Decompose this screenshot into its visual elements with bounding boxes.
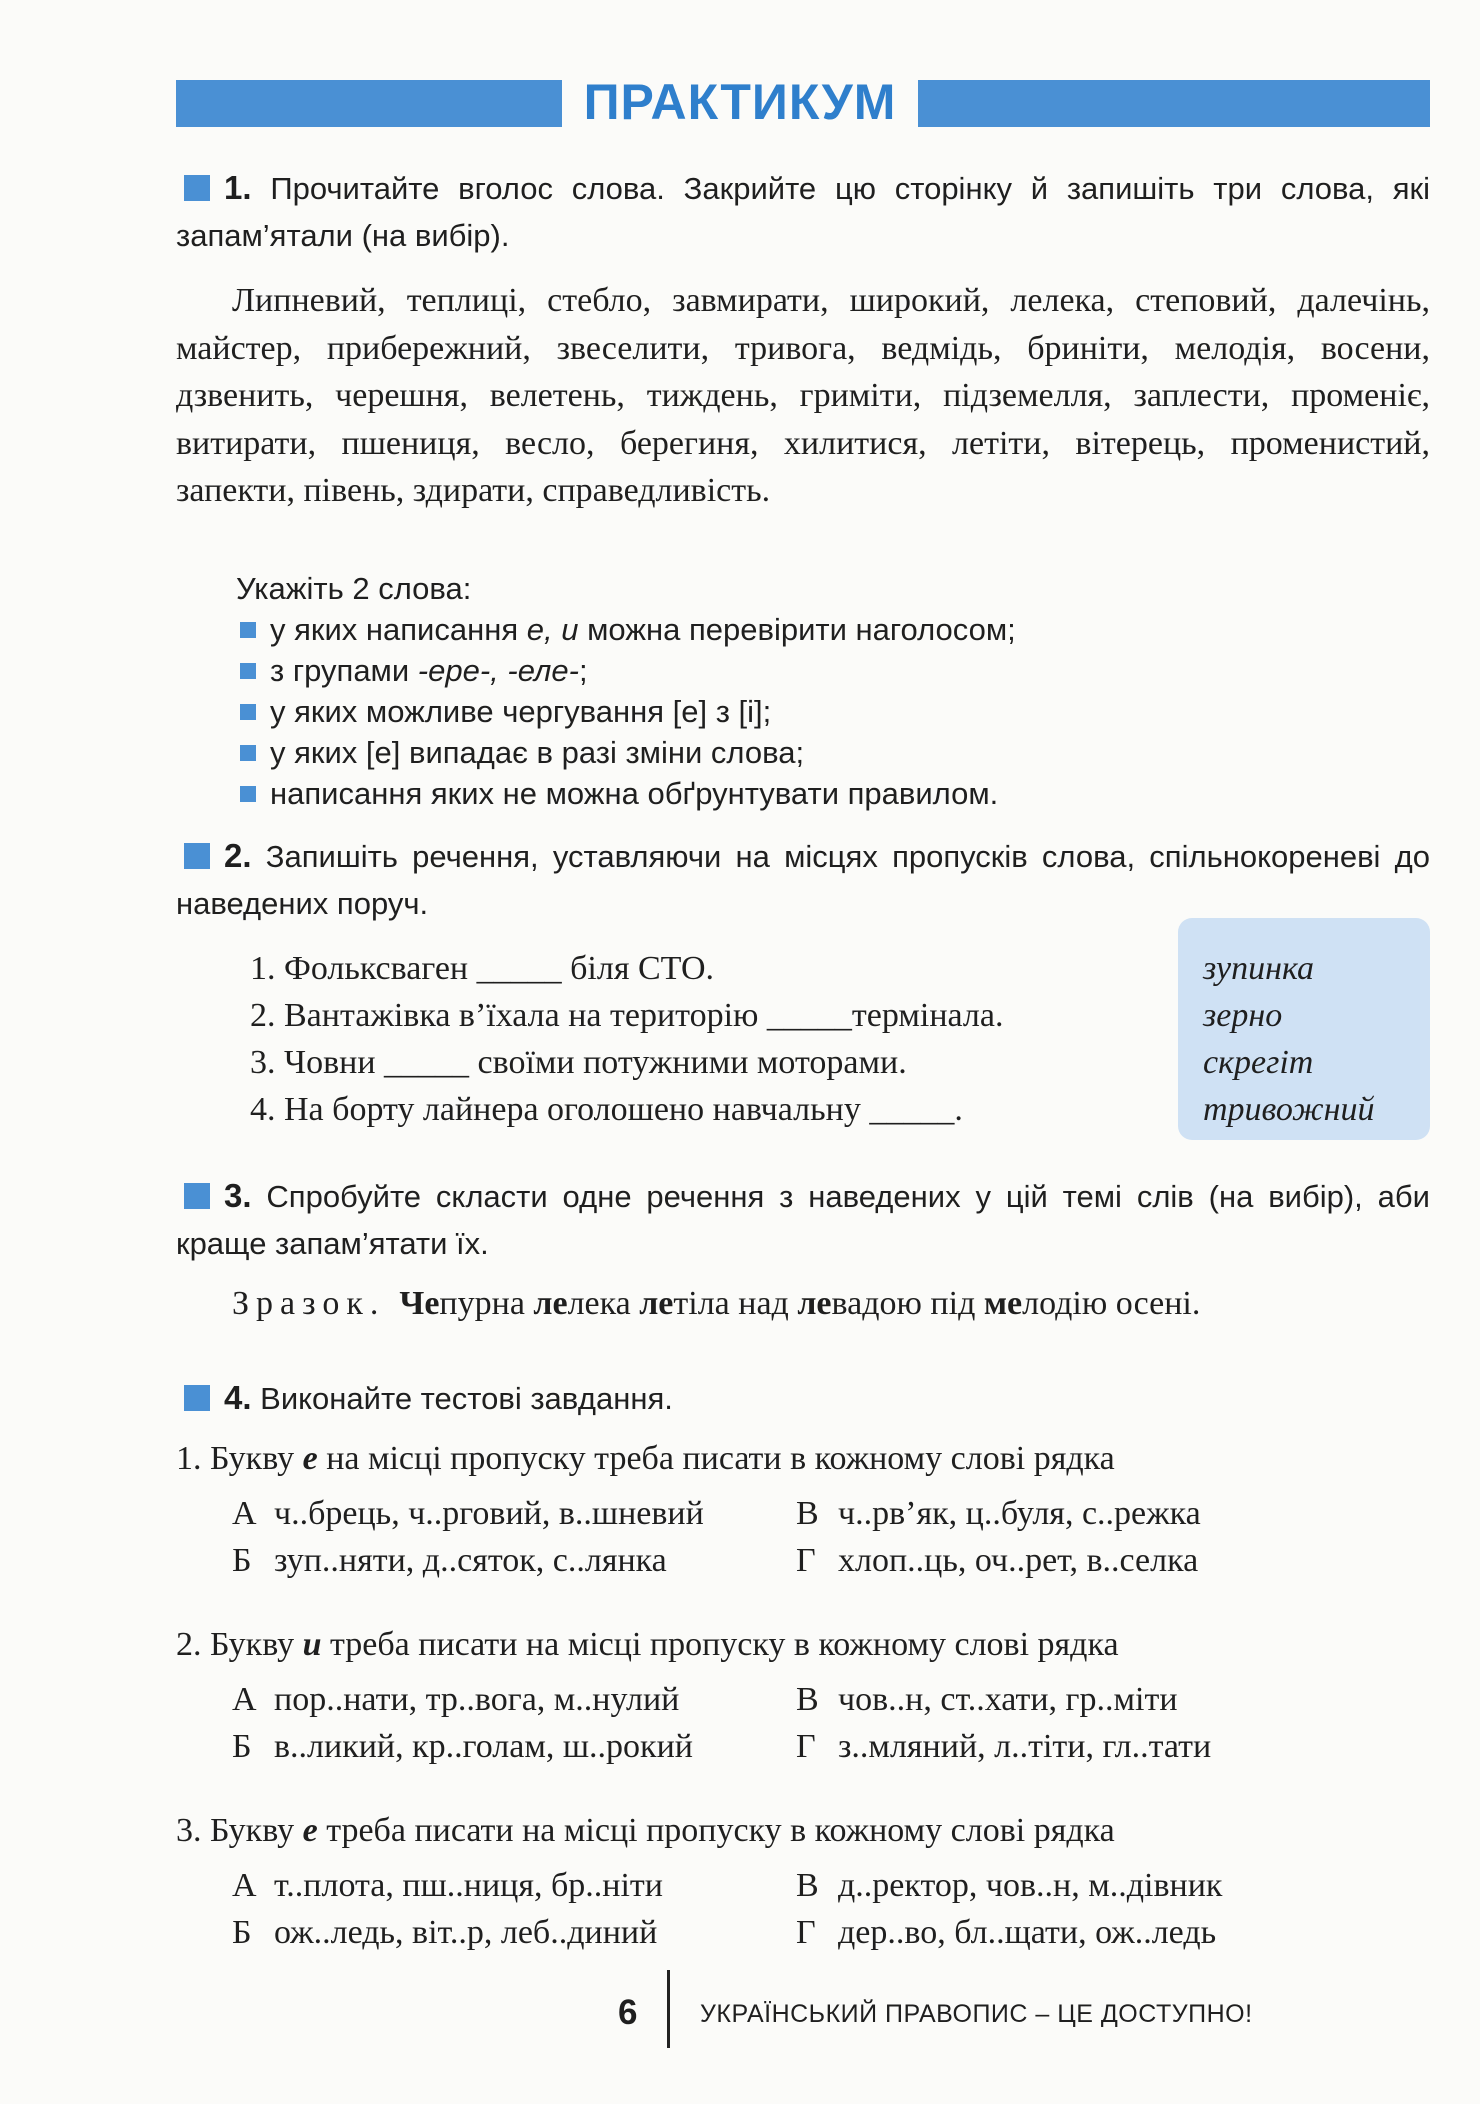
sentence: 2. Вантажівка в’їхала на територію _____термінала.: [250, 997, 1004, 1034]
answer-option: [232, 1862, 663, 1909]
task-1-lead: Укажіть 2 слова:: [236, 571, 472, 606]
task-marker-icon: [184, 843, 210, 869]
question-stem: 3. Букву е треба писати на місці пропуску в кожному слові рядка: [176, 1812, 1115, 1849]
sample-label: Зразок.: [232, 1285, 386, 1322]
test-question: [176, 1808, 1430, 1951]
bullet-square-icon: [240, 622, 256, 638]
sample-sentence: Чепурна лелека летіла над левадою під мелодію осені.: [399, 1285, 1201, 1322]
hint-words: [1203, 945, 1423, 1133]
option-text: дер..во, бл..щати, ож..ледь: [838, 1914, 1217, 1951]
option-text: ч..рв’як, ц..буля, с..режка: [838, 1495, 1201, 1532]
test-question: [176, 1436, 1430, 1579]
option-letter: Г: [796, 1542, 816, 1579]
bullet-item: [240, 773, 1420, 814]
bullet-text: з групами -ере-, -еле-;: [270, 653, 588, 688]
bullet-item: [240, 691, 1420, 732]
bullet-item: [240, 732, 1420, 773]
bullet-text: у яких написання е, и можна перевірити наголосом;: [270, 612, 1016, 647]
sentence: 1. Фольксваген _____ біля СТО.: [250, 950, 715, 987]
hint-word: тривожний: [1203, 1091, 1375, 1128]
bullet-text: у яких [е] випадає в разі зміни слова;: [270, 735, 805, 770]
option-text: ож..ледь, віт..р, леб..диний: [274, 1914, 658, 1951]
task-4-text: Виконайте тестові завдання.: [260, 1381, 673, 1416]
option-text: хлоп..ць, оч..рет, в..селка: [838, 1542, 1199, 1579]
option-text: ч..брець, ч..рговий, в..шневий: [274, 1495, 704, 1532]
task-1-word-list: Липневий, теплиці, стебло, завмирати, широкий, лелека, степовий, далечінь, майстер, прибережний, звеселити, тривога, ведмідь, бриніти, мелодія, восени, дзвенить, черешня, велетень, тиждень, гриміти, підземелля, заплести, променіє, витирати, пшениця, весло, берегиня, хилитися, летіти, вітерець, променистий, запекти, півень, здирати, справедливість.: [176, 282, 1430, 509]
bullet-item: [240, 609, 1420, 650]
answer-option: [796, 1723, 1211, 1770]
sentence: 4. На борту лайнера оголошено навчальну _____.: [250, 1091, 963, 1128]
task-marker-icon: [184, 1183, 210, 1209]
option-letter: Б: [232, 1728, 252, 1765]
answer-option: [232, 1490, 704, 1537]
hint-word: зупинка: [1203, 950, 1315, 987]
answer-option: [232, 1723, 693, 1770]
option-text: в..ликий, кр..голам, ш..рокий: [274, 1728, 693, 1765]
task-4-number: 4.: [224, 1379, 252, 1416]
option-text: зуп..няти, д..сяток, с..лянка: [274, 1542, 667, 1579]
option-text: д..ректор, чов..н, м..дівник: [838, 1867, 1223, 1904]
question-stem: 1. Букву е на місці пропуску треба писати в кожному слові рядка: [176, 1440, 1115, 1477]
footer-divider: [667, 1970, 670, 2048]
task-3-number: 3.: [224, 1177, 252, 1214]
option-letter: В: [796, 1681, 819, 1718]
task-1-number: 1.: [224, 169, 252, 206]
answer-option: [232, 1537, 667, 1584]
option-text: пор..нати, тр..вога, м..нулий: [274, 1681, 680, 1718]
option-letter: А: [232, 1867, 257, 1904]
task-2-instruction: [176, 832, 1430, 927]
answer-option: [796, 1490, 1201, 1537]
task-3-instruction: [176, 1172, 1430, 1267]
option-text: чов..н, ст..хати, гр..міти: [838, 1681, 1178, 1718]
task-4-instruction: [176, 1374, 1430, 1422]
option-letter: Г: [796, 1914, 816, 1951]
bullet-text: написання яких не можна обґрунтувати правилом.: [270, 776, 999, 811]
bullet-square-icon: [240, 786, 256, 802]
task-3-text: Спробуйте скласти одне речення з наведених у цій темі слів (на вибір), аби краще запам’ятати їх.: [176, 1179, 1430, 1261]
task-marker-icon: [184, 1385, 210, 1411]
task-1-text: Прочитайте вголос слова. Закрийте цю сторінку й запишіть три слова, які запам’ятали (на вибір).: [176, 171, 1430, 253]
footer-title: УКРАЇНСЬКИЙ ПРАВОПИС – ЦЕ ДОСТУПНО!: [700, 2000, 1253, 2028]
question-stem: 2. Букву и треба писати на місці пропуску в кожному слові рядка: [176, 1626, 1119, 1663]
bullet-text: у яких можливе чергування [е] з [і];: [270, 694, 772, 729]
answer-option: [796, 1676, 1178, 1723]
task-marker-icon: [184, 175, 210, 201]
bullet-item: [240, 650, 1420, 691]
answer-option: [232, 1909, 657, 1956]
bullet-square-icon: [240, 745, 256, 761]
task-3-sample: [232, 1280, 1432, 1327]
task-1-instruction: [176, 164, 1430, 259]
option-text: з..мляний, л..тіти, гл..тати: [838, 1728, 1212, 1765]
hint-word: скрегіт: [1203, 1044, 1314, 1081]
option-letter: А: [232, 1495, 257, 1532]
option-letter: В: [796, 1867, 819, 1904]
option-letter: Б: [232, 1542, 252, 1579]
option-letter: В: [796, 1495, 819, 1532]
answer-option: [232, 1676, 679, 1723]
answer-option: [796, 1537, 1198, 1584]
bullet-square-icon: [240, 663, 256, 679]
task-2-text: Запишіть речення, уставляючи на місцях пропусків слова, спільнокореневі до наведених поруч.: [176, 839, 1430, 921]
option-text: т..плота, пш..ниця, бр..ніти: [274, 1867, 663, 1904]
answer-option: [796, 1909, 1216, 1956]
task-2-number: 2.: [224, 837, 252, 874]
option-letter: Б: [232, 1914, 252, 1951]
option-letter: Г: [796, 1728, 816, 1765]
task-2-sentences: [250, 945, 1150, 1133]
hint-word: зерно: [1203, 997, 1283, 1034]
answer-option: [796, 1862, 1222, 1909]
option-letter: А: [232, 1681, 257, 1718]
page-number: 6: [618, 1993, 638, 2032]
sentence: 3. Човни _____ своїми потужними моторами.: [250, 1044, 907, 1081]
task-1-bullet-list: [240, 609, 1420, 814]
test-question: [176, 1622, 1430, 1765]
page-title: ПРАКТИКУМ: [0, 72, 1480, 132]
bullet-square-icon: [240, 704, 256, 720]
